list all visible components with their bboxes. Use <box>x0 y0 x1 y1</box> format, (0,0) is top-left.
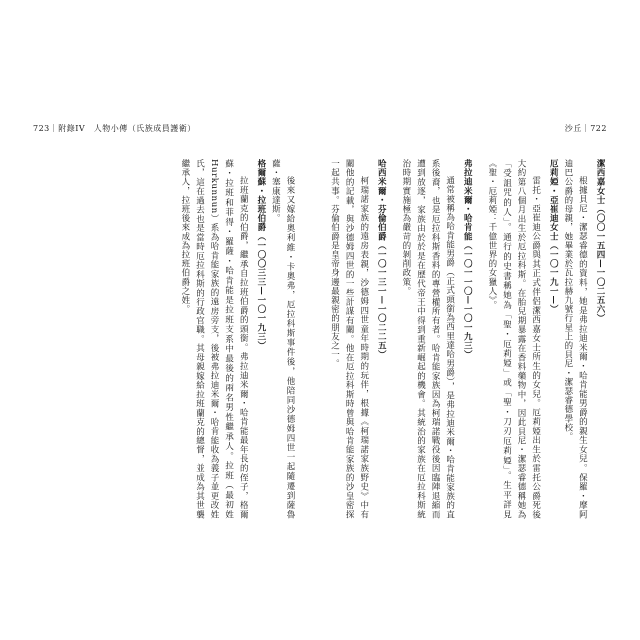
entry-heading: 弗拉迪米爾・哈肯能（一〇一一〇—一〇一九三） <box>462 159 473 360</box>
left-page <box>27 113 317 533</box>
right-page <box>322 113 613 533</box>
right-text-column <box>322 159 607 519</box>
entry-paragraph: 柯瑞諾家族的遠房表親，沙德姆四世童年時期的玩伴，根據《柯瑞諾家族野史》中有關他的記載，與沙德姆四世的一些計謀有關。他在厄拉科斯時曾與哈肯能家族的沙皇密探一起共事。芬倫伯爵是皇帝身邊最親密的朋友之一。 <box>329 159 369 519</box>
left-continuation-paragraph: 後來又嫁給奧利維・卡奧弗，厄拉科斯事件後，他陪同沙德姆四世一起隨遷到薩魯薩・塞康達斯。 <box>270 159 295 519</box>
entry-vladimir <box>398 159 474 519</box>
entry-heading: 潔西嘉女士（〇〇一五四—一〇二五六） <box>595 159 605 323</box>
entry-fenring <box>327 159 388 519</box>
left-text-area <box>177 159 297 519</box>
entry-raban <box>177 159 268 519</box>
entry-paragraph: 通常被稱為哈肯能男爵（正式頭銜為西里達哈男爵），是弗拉迪米爾・哈肯能家族的直系後裔，也是厄拉科斯香料的專營權所有者。哈肯能家族因為柯瑞諾戰役後因臨陣退縮而遭到放逐，家族由於於是在歷代帝王中得到重新崛起的機會。其統治的家族在厄拉科斯統治時期實施極為嚴苛的剝削政策。 <box>400 159 455 519</box>
entry-heading: 厄莉婭・亞崔迪女士（一〇一九一—） <box>548 159 559 314</box>
entry-paragraph: 拉班蘭克的伯爵，繼承自拉班伯爵的頭銜。弗拉迪米爾・哈肯能最年長的侄子，格爾蘇・拉班和菲得・羅薩・哈肯能是拉班支系中最後的兩名男性繼承人。拉班（最初姓Hurkunnun）系為哈肯能家族的遠房旁支，後被弗拉迪米爾・哈肯能收為義子並更改姓氏，這在過去也是當時厄拉科斯的行政官職。其母親嫁給拉班蘭克的總督，並成為其世襲繼承人，拉班後來成為拉班伯爵之姓。 <box>179 159 249 519</box>
entry-jessica <box>560 159 607 519</box>
left-running-head: 723｜附錄IV 人物小傳（氏族成員護衛） <box>33 124 196 133</box>
entry-paragraph: 雷托・亞崔迪公爵與其正式伴侶潔西嘉女士所生的女兒。厄莉婭出生於雷托公爵死後大約第八個月出生於厄拉科斯。在胎兒期暴露在香料藥物中，因此貝尼・潔瑟睿德稱她為「受詛咒的人」。通行的史書稱她為「聖・厄莉婭」或「聖・刀刃厄莉婭」。生平詳見《聖・厄莉婭：千億世界的女獵人》。 <box>486 159 541 519</box>
right-running-head: 沙丘｜722 <box>564 124 607 133</box>
right-text-area <box>322 159 607 519</box>
entry-alia <box>484 159 560 519</box>
entry-heading: 格爾蘇・拉班伯爵（一〇〇三三—一〇一九三） <box>255 159 266 351</box>
entry-heading: 哈西米爾・芬倫伯爵（一〇一三一—一〇二二五） <box>376 159 387 360</box>
entry-paragraph: 根據貝尼・潔瑟睿德的資料，她是弗拉迪米爾・哈肯能男爵的親生女兒。保羅・摩阿迪巴公爵的母親，她畢業於瓦拉赫九號行星上的貝尼・潔瑟睿德學校。 <box>562 159 588 519</box>
left-text-column <box>177 159 297 519</box>
